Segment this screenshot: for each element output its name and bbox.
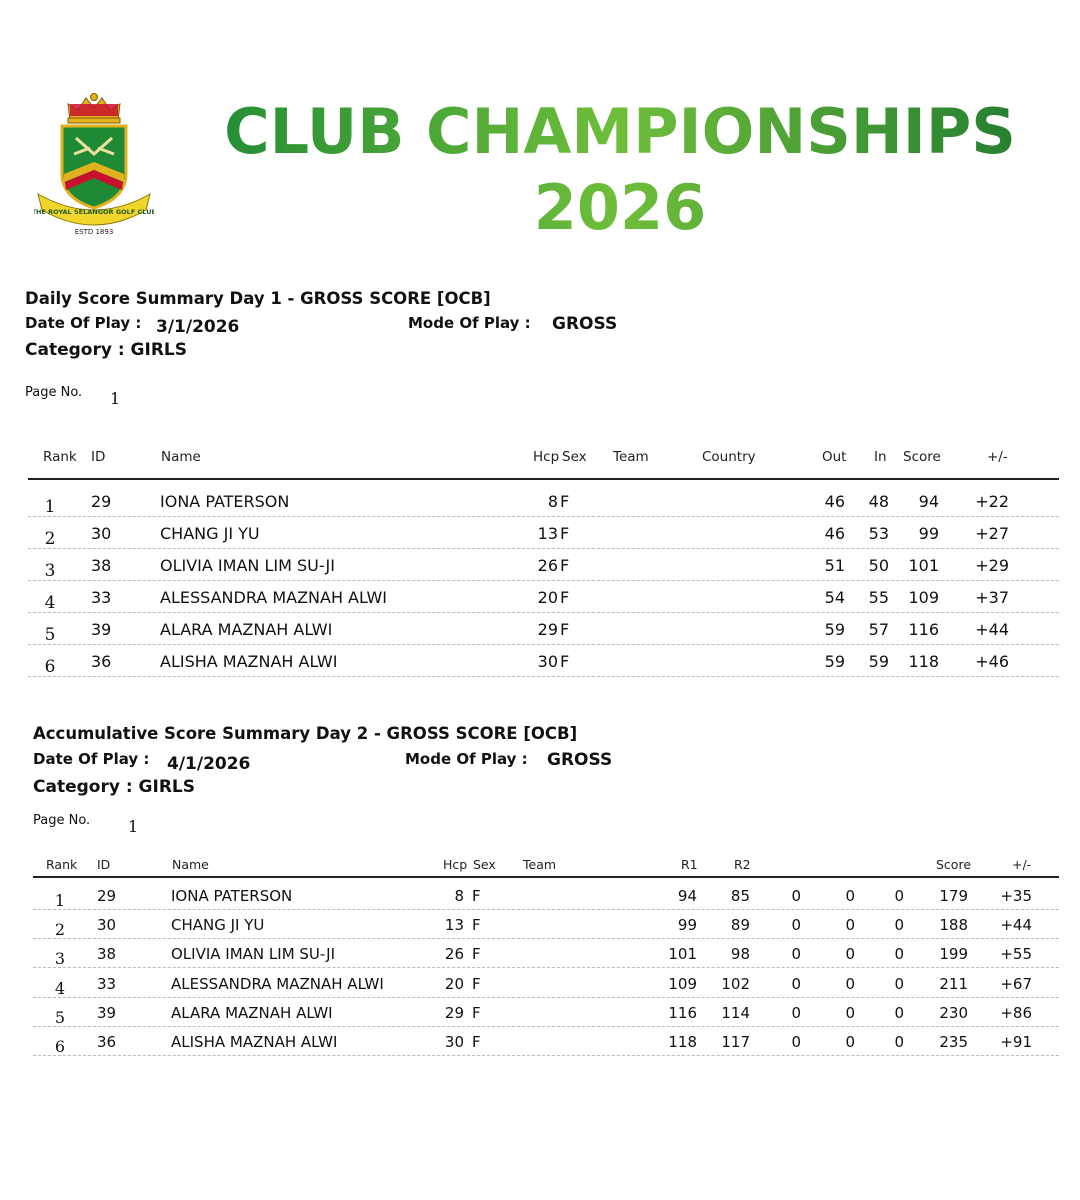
table2-col-header: R1 — [681, 857, 698, 872]
extra-round-cell: 0 — [845, 975, 855, 993]
name-cell: ALARA MAZNAH ALWI — [160, 620, 333, 639]
extra-round-cell: 0 — [894, 916, 904, 934]
out-cell: 46 — [824, 524, 845, 543]
score-cell: 94 — [918, 492, 939, 511]
rank-cell: 4 — [54, 979, 66, 998]
rank-cell: 4 — [44, 593, 56, 613]
score-cell: 235 — [939, 1033, 968, 1051]
extra-round-cell: 0 — [845, 1033, 855, 1051]
table1-col-header: Rank — [43, 449, 77, 465]
id-cell: 39 — [91, 620, 112, 639]
diff-cell: +86 — [1000, 1004, 1032, 1022]
section2-mode-label: Mode Of Play : — [405, 750, 528, 768]
section1-date-value: 3/1/2026 — [156, 317, 240, 337]
diff-cell: +67 — [1000, 975, 1032, 993]
id-cell: 36 — [91, 652, 112, 671]
section2-date-label: Date Of Play : — [33, 750, 150, 768]
row-divider — [28, 676, 1059, 677]
sex-cell: F — [560, 652, 570, 671]
score-cell: 101 — [908, 556, 939, 575]
row-divider — [28, 516, 1059, 517]
sex-cell: F — [472, 1033, 481, 1051]
table2-col-header: Hcp — [443, 857, 468, 872]
table2-col-header: ID — [97, 857, 111, 872]
name-cell: CHANG JI YU — [160, 524, 260, 543]
score-cell: 99 — [918, 524, 939, 543]
table2-col-header: Sex — [473, 857, 496, 872]
extra-round-cell: 0 — [845, 945, 855, 963]
score-cell: 230 — [939, 1004, 968, 1022]
name-cell: OLIVIA IMAN LIM SU-JI — [160, 556, 335, 575]
crown-icon — [68, 94, 120, 124]
sex-cell: F — [472, 916, 481, 934]
r2-cell: 117 — [721, 1033, 750, 1051]
name-cell: ALESSANDRA MAZNAH ALWI — [160, 588, 387, 607]
section1-page-value: 1 — [110, 389, 121, 408]
hcp-cell: 29 — [537, 620, 558, 639]
rank-cell: 6 — [44, 657, 56, 677]
section1-title: Daily Score Summary Day 1 - GROSS SCORE [OCB] — [25, 289, 491, 308]
out-cell: 59 — [824, 620, 845, 639]
table1-col-header: Team — [613, 449, 649, 465]
id-cell: 38 — [91, 556, 112, 575]
diff-cell: +44 — [975, 620, 1009, 639]
row-divider — [28, 548, 1059, 549]
section1-mode-label: Mode Of Play : — [408, 314, 531, 332]
hcp-cell: 13 — [537, 524, 558, 543]
score-cell: 109 — [908, 588, 939, 607]
score-cell: 118 — [908, 652, 939, 671]
row-divider — [33, 909, 1059, 910]
r1-cell: 116 — [668, 1004, 697, 1022]
sex-cell: F — [472, 975, 481, 993]
row-divider — [28, 644, 1059, 645]
table1-col-header: Hcp — [533, 449, 560, 465]
out-cell: 46 — [824, 492, 845, 511]
hcp-cell: 8 — [454, 887, 464, 905]
name-cell: ALESSANDRA MAZNAH ALWI — [171, 975, 384, 993]
row-divider — [28, 612, 1059, 613]
extra-round-cell: 0 — [845, 887, 855, 905]
extra-round-cell: 0 — [791, 945, 801, 963]
r1-cell: 99 — [677, 916, 697, 934]
section2-mode-value: GROSS — [547, 750, 613, 770]
name-cell: ALISHA MAZNAH ALWI — [160, 652, 338, 671]
score-cell: 179 — [939, 887, 968, 905]
extra-round-cell: 0 — [791, 1004, 801, 1022]
out-cell: 51 — [824, 556, 845, 575]
r1-cell: 109 — [668, 975, 697, 993]
section1-date-label: Date Of Play : — [25, 314, 142, 332]
sex-cell: F — [560, 556, 570, 575]
hcp-cell: 8 — [547, 492, 558, 511]
table1-col-header: Out — [822, 449, 847, 465]
rank-cell: 3 — [54, 949, 66, 968]
table2-col-header: Team — [523, 857, 557, 872]
out-cell: 59 — [824, 652, 845, 671]
row-divider — [33, 1055, 1059, 1056]
hcp-cell: 20 — [537, 588, 558, 607]
in-cell: 50 — [868, 556, 889, 575]
hcp-cell: 26 — [537, 556, 558, 575]
extra-round-cell: 0 — [791, 887, 801, 905]
in-cell: 57 — [868, 620, 889, 639]
section1-mode-value: GROSS — [552, 314, 618, 334]
section2-title: Accumulative Score Summary Day 2 - GROSS SCORE [OCB] — [33, 724, 578, 743]
sex-cell: F — [560, 492, 570, 511]
sex-cell: F — [472, 887, 481, 905]
hcp-cell: 30 — [537, 652, 558, 671]
table1-col-header: In — [874, 449, 887, 465]
extra-round-cell: 0 — [894, 945, 904, 963]
table1-col-header: +/- — [987, 449, 1008, 465]
crest-ribbon-text: THE ROYAL SELANGOR GOLF CLUB — [34, 208, 154, 216]
id-cell: 36 — [97, 1033, 117, 1051]
section2-page-label: Page No. — [33, 813, 91, 828]
hcp-cell: 29 — [444, 1004, 464, 1022]
score-cell: 211 — [939, 975, 968, 993]
table2-col-header: Name — [172, 857, 209, 872]
extra-round-cell: 0 — [845, 1004, 855, 1022]
rank-cell: 5 — [44, 625, 56, 645]
section1-page-label: Page No. — [25, 385, 83, 400]
rank-cell: 2 — [44, 529, 56, 549]
score-cell: 188 — [939, 916, 968, 934]
crest-estd-text: ESTD 1893 — [74, 228, 114, 236]
title-line-2: 2026 — [190, 172, 1050, 244]
table2-col-header: R2 — [734, 857, 751, 872]
extra-round-cell: 0 — [845, 916, 855, 934]
table2-header-rule — [33, 876, 1059, 878]
diff-cell: +46 — [975, 652, 1009, 671]
table1-col-header: Score — [903, 449, 941, 465]
row-divider — [33, 967, 1059, 968]
section2-date-value: 4/1/2026 — [167, 754, 251, 774]
diff-cell: +91 — [1000, 1033, 1032, 1051]
sex-cell: F — [472, 945, 481, 963]
name-cell: OLIVIA IMAN LIM SU-JI — [171, 945, 336, 963]
diff-cell: +55 — [1000, 945, 1032, 963]
r2-cell: 114 — [721, 1004, 750, 1022]
in-cell: 48 — [868, 492, 889, 511]
title-line-1: CLUB CHAMPIONSHIPS — [190, 96, 1050, 168]
diff-cell: +35 — [1000, 887, 1032, 905]
table2-col-header: +/- — [1012, 857, 1032, 872]
section1-category: Category : GIRLS — [25, 340, 187, 360]
r1-cell: 101 — [668, 945, 697, 963]
table1-col-header: Name — [161, 449, 201, 465]
diff-cell: +29 — [975, 556, 1009, 575]
in-cell: 55 — [868, 588, 889, 607]
diff-cell: +22 — [975, 492, 1009, 511]
name-cell: CHANG JI YU — [171, 916, 265, 934]
table2-col-header: Rank — [46, 857, 78, 872]
id-cell: 39 — [97, 1004, 117, 1022]
id-cell: 30 — [91, 524, 112, 543]
extra-round-cell: 0 — [894, 887, 904, 905]
out-cell: 54 — [824, 588, 845, 607]
r2-cell: 89 — [730, 916, 750, 934]
hcp-cell: 26 — [444, 945, 464, 963]
r1-cell: 118 — [668, 1033, 697, 1051]
in-cell: 53 — [868, 524, 889, 543]
sex-cell: F — [560, 588, 570, 607]
id-cell: 29 — [97, 887, 117, 905]
id-cell: 30 — [97, 916, 117, 934]
table2-col-header: Score — [936, 857, 972, 872]
diff-cell: +27 — [975, 524, 1009, 543]
id-cell: 33 — [97, 975, 117, 993]
rank-cell: 6 — [54, 1037, 66, 1056]
rank-cell: 1 — [44, 497, 56, 517]
section2-category: Category : GIRLS — [33, 777, 195, 797]
hcp-cell: 13 — [444, 916, 464, 934]
section2-page-value: 1 — [128, 817, 139, 836]
table1-col-header: ID — [91, 449, 106, 465]
r2-cell: 98 — [730, 945, 750, 963]
table1-col-header: Country — [702, 449, 756, 465]
extra-round-cell: 0 — [791, 1033, 801, 1051]
in-cell: 59 — [868, 652, 889, 671]
diff-cell: +37 — [975, 588, 1009, 607]
extra-round-cell: 0 — [894, 1004, 904, 1022]
rank-cell: 3 — [44, 561, 56, 581]
r1-cell: 94 — [677, 887, 697, 905]
rank-cell: 2 — [54, 920, 66, 939]
extra-round-cell: 0 — [894, 1033, 904, 1051]
extra-round-cell: 0 — [791, 916, 801, 934]
row-divider — [33, 1026, 1059, 1027]
extra-round-cell: 0 — [894, 975, 904, 993]
row-divider — [33, 938, 1059, 939]
extra-round-cell: 0 — [791, 975, 801, 993]
r2-cell: 85 — [730, 887, 750, 905]
table1-col-header: Sex — [562, 449, 587, 465]
hcp-cell: 20 — [444, 975, 464, 993]
sex-cell: F — [560, 524, 570, 543]
sex-cell: F — [472, 1004, 481, 1022]
row-divider — [33, 997, 1059, 998]
score-cell: 199 — [939, 945, 968, 963]
name-cell: IONA PATERSON — [171, 887, 293, 905]
diff-cell: +44 — [1000, 916, 1032, 934]
club-crest-logo — [34, 90, 154, 240]
name-cell: ALARA MAZNAH ALWI — [171, 1004, 333, 1022]
hcp-cell: 30 — [444, 1033, 464, 1051]
r2-cell: 102 — [721, 975, 750, 993]
table1-header-rule — [28, 478, 1059, 480]
id-cell: 38 — [97, 945, 117, 963]
id-cell: 29 — [91, 492, 112, 511]
rank-cell: 1 — [54, 891, 66, 910]
name-cell: IONA PATERSON — [160, 492, 290, 511]
id-cell: 33 — [91, 588, 112, 607]
name-cell: ALISHA MAZNAH ALWI — [171, 1033, 338, 1051]
score-cell: 116 — [908, 620, 939, 639]
sex-cell: F — [560, 620, 570, 639]
row-divider — [28, 580, 1059, 581]
rank-cell: 5 — [54, 1008, 66, 1027]
